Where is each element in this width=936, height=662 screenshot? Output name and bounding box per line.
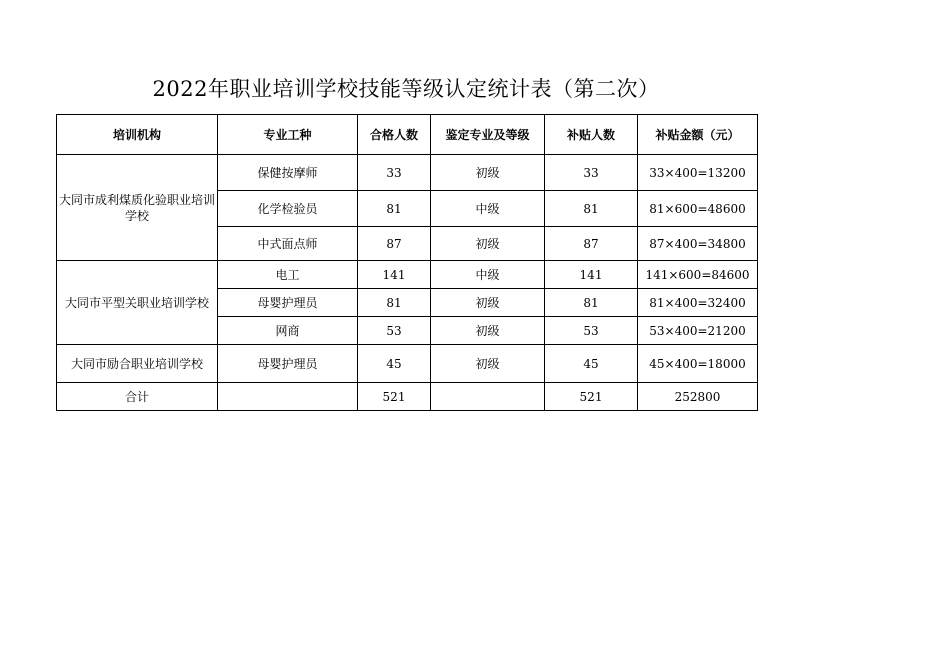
table-header-row xyxy=(57,115,758,155)
table-row xyxy=(57,345,758,383)
total-label-cell: 合计 xyxy=(57,383,218,411)
level-cell: 初级 xyxy=(431,155,545,191)
total-qualified-cell: 521 xyxy=(358,383,431,411)
profession-cell: 化学检验员 xyxy=(218,191,358,227)
subsidy-amount-cell: 33×400=13200 xyxy=(638,155,758,191)
qualified-cell: 141 xyxy=(358,261,431,289)
profession-cell: 电工 xyxy=(218,261,358,289)
subsidy-amount-cell: 87×400=34800 xyxy=(638,227,758,261)
institution-cell: 大同市励合职业培训学校 xyxy=(57,345,218,383)
header-subsidy-count: 补贴人数 xyxy=(545,115,638,155)
statistics-table xyxy=(56,114,758,411)
level-cell: 初级 xyxy=(431,227,545,261)
total-level-cell xyxy=(431,383,545,411)
page-title: 2022年职业培训学校技能等级认定统计表（第二次） xyxy=(152,77,660,101)
qualified-cell: 87 xyxy=(358,227,431,261)
subsidy-count-cell: 87 xyxy=(545,227,638,261)
header-level: 鉴定专业及等级 xyxy=(431,115,545,155)
qualified-cell: 81 xyxy=(358,289,431,317)
institution-cell: 大同市成利煤质化验职业培训学校 xyxy=(57,155,218,261)
header-profession: 专业工种 xyxy=(218,115,358,155)
total-subsidy-count-cell: 521 xyxy=(545,383,638,411)
table-row xyxy=(57,261,758,289)
level-cell: 中级 xyxy=(431,191,545,227)
total-subsidy-amount-cell: 252800 xyxy=(638,383,758,411)
header-qualified: 合格人数 xyxy=(358,115,431,155)
subsidy-count-cell: 141 xyxy=(545,261,638,289)
subsidy-amount-cell: 81×400=32400 xyxy=(638,289,758,317)
subsidy-count-cell: 81 xyxy=(545,289,638,317)
qualified-cell: 81 xyxy=(358,191,431,227)
subsidy-count-cell: 53 xyxy=(545,317,638,345)
subsidy-amount-cell: 81×600=48600 xyxy=(638,191,758,227)
subsidy-count-cell: 81 xyxy=(545,191,638,227)
level-cell: 初级 xyxy=(431,345,545,383)
level-cell: 初级 xyxy=(431,289,545,317)
level-cell: 中级 xyxy=(431,261,545,289)
profession-cell: 母婴护理员 xyxy=(218,289,358,317)
qualified-cell: 53 xyxy=(358,317,431,345)
profession-cell: 母婴护理员 xyxy=(218,345,358,383)
subsidy-amount-cell: 45×400=18000 xyxy=(638,345,758,383)
institution-cell: 大同市平型关职业培训学校 xyxy=(57,261,218,345)
header-institution: 培训机构 xyxy=(57,115,218,155)
profession-cell: 网商 xyxy=(218,317,358,345)
subsidy-count-cell: 33 xyxy=(545,155,638,191)
total-profession-cell xyxy=(218,383,358,411)
subsidy-amount-cell: 53×400=21200 xyxy=(638,317,758,345)
table-row xyxy=(57,155,758,191)
level-cell: 初级 xyxy=(431,317,545,345)
qualified-cell: 45 xyxy=(358,345,431,383)
profession-cell: 中式面点师 xyxy=(218,227,358,261)
header-subsidy-amount: 补贴金额（元） xyxy=(638,115,758,155)
total-row xyxy=(57,383,758,411)
profession-cell: 保健按摩师 xyxy=(218,155,358,191)
qualified-cell: 33 xyxy=(358,155,431,191)
subsidy-count-cell: 45 xyxy=(545,345,638,383)
subsidy-amount-cell: 141×600=84600 xyxy=(638,261,758,289)
